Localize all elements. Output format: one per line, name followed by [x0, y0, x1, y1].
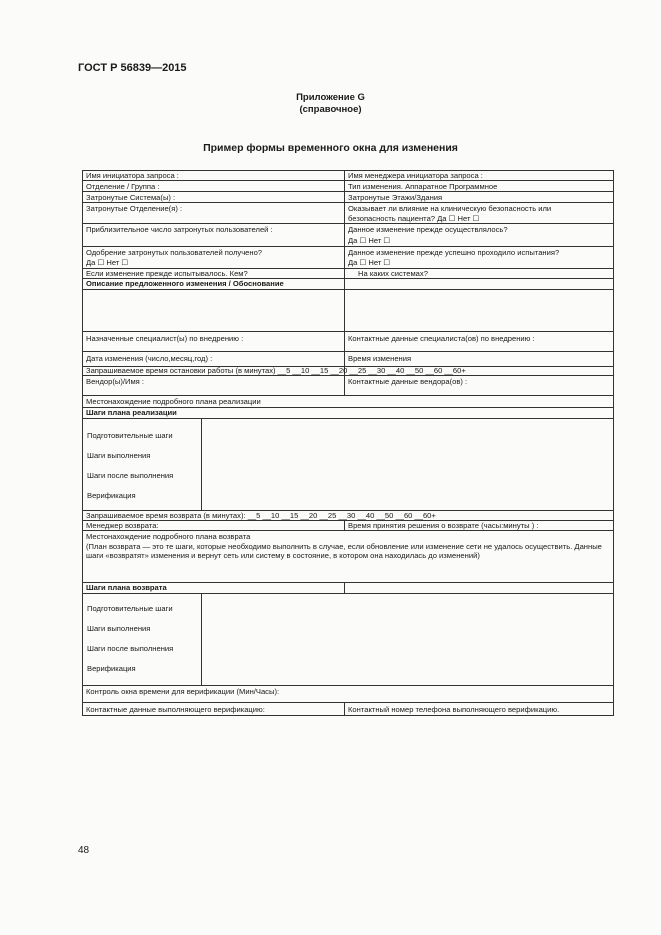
tested-on-field[interactable]: На каких системах?: [358, 269, 428, 278]
impl-post-steps: Шаги после выполнения: [87, 471, 174, 480]
department-field[interactable]: Отделение / Группа :: [86, 182, 160, 191]
rollback-time-field[interactable]: Запрашиваемое время возврата (в минутах): __5 __10 __15 __20 __25 __30 __40 __50 __60 __60+: [86, 511, 436, 520]
rollback-steps-heading: Шаги плана возврата: [86, 583, 167, 592]
page-number: 48: [78, 845, 90, 856]
vendor-contacts-field[interactable]: Контактные данные вендора(ов) :: [348, 377, 468, 386]
specialists-contacts-field[interactable]: Контактные данные специалиста(ов) по внедрению :: [348, 334, 535, 343]
verifier-phone-field[interactable]: Контактный номер телефона выполняющего верификацию.: [348, 705, 560, 714]
rollback-exec-steps: Шаги выполнения: [87, 624, 151, 633]
change-type-field[interactable]: Тип изменения. Аппаратное Программное: [348, 182, 498, 191]
impl-prep-steps: Подготовительные шаги: [87, 431, 173, 440]
affected-floors-field[interactable]: Затронутые Этажи/Здания: [348, 193, 443, 202]
rollback-decision-field[interactable]: Время принятия решения о возврате (часы:минуты ) :: [348, 521, 539, 530]
clinical-safety-answer[interactable]: безопасность пациента? Да ☐ Нет ☐: [348, 214, 480, 223]
rollback-prep-steps: Подготовительные шаги: [87, 604, 173, 613]
document-header: ГОСТ Р 56839—2015: [78, 62, 187, 74]
form-title: Пример формы временного окна для изменения: [203, 142, 458, 154]
description-heading: Описание предложенного изменения / Обоснование: [86, 279, 284, 288]
affected-departments-field[interactable]: Затронутые Отделение(я) :: [86, 204, 183, 213]
impl-verification: Верификация: [87, 491, 136, 500]
rollback-post-steps: Шаги после выполнения: [87, 644, 174, 653]
appendix-subtitle: (справочное): [299, 104, 362, 115]
affected-systems-field[interactable]: Затронутые Система(ы) :: [86, 193, 176, 202]
change-date-field[interactable]: Дата изменения (число,месяц,год) :: [86, 354, 213, 363]
specialists-field[interactable]: Назначенные специалист(ы) по внедрению :: [86, 334, 244, 343]
appendix-title: Приложение G: [296, 92, 365, 103]
tested-question: Данное изменение прежде успешно проходило испытания?: [348, 248, 560, 257]
done-before-answer[interactable]: Да ☐ Нет ☐: [348, 236, 391, 245]
impl-exec-steps: Шаги выполнения: [87, 451, 151, 460]
verifier-contacts-field[interactable]: Контактные данные выполняющего верификацию:: [86, 705, 265, 714]
vendor-field[interactable]: Вендор(ы)/Имя :: [86, 377, 144, 386]
verify-window-field[interactable]: Контроль окна времени для верификации (Мин/Часы):: [86, 687, 280, 696]
rollback-description: (План возврата — это те шаги, которые необходимо выполнить в случае, если обновление или изменение сети не удалось осуществить. Данные шаги «возвратят» изменения и вернут сеть или систему в состояние, в котором она находилась до изменений): [86, 542, 602, 560]
approval-answer[interactable]: Да ☐ Нет ☐: [86, 258, 129, 267]
change-time-field[interactable]: Время изменения: [348, 354, 412, 363]
approval-question: Одобрение затронутых пользователей получено?: [86, 248, 263, 257]
tested-by-field[interactable]: Если изменение прежде испытывалось. Кем?: [86, 269, 248, 278]
clinical-safety-question: Оказывает ли влияние на клиническую безопасность или: [348, 204, 552, 213]
users-count-field[interactable]: Приблизительное число затронутых пользователей :: [86, 225, 273, 234]
plan-location-field[interactable]: Местонахождение подробного плана реализации: [86, 397, 261, 406]
tested-answer[interactable]: Да ☐ Нет ☐: [348, 258, 391, 267]
done-before-question: Данное изменение прежде осуществлялось?: [348, 225, 508, 234]
downtime-field[interactable]: Запрашиваемое время остановки работы (в минутах) __5 __10 __15 __20 __25 __30 __40 __50 __60 __60+: [86, 366, 466, 375]
manager-name-field[interactable]: Имя менеджера инициатора запроса :: [348, 171, 483, 180]
rollback-location-field[interactable]: Местонахождение подробного плана возврата: [86, 532, 251, 541]
rollback-manager-field[interactable]: Менеджер возврата:: [86, 521, 159, 530]
implementation-steps-heading: Шаги плана реализации: [86, 408, 177, 417]
rollback-verification: Верификация: [87, 664, 136, 673]
change-window-form: [82, 170, 614, 716]
initiator-name-field[interactable]: Имя инициатора запроса :: [86, 171, 179, 180]
